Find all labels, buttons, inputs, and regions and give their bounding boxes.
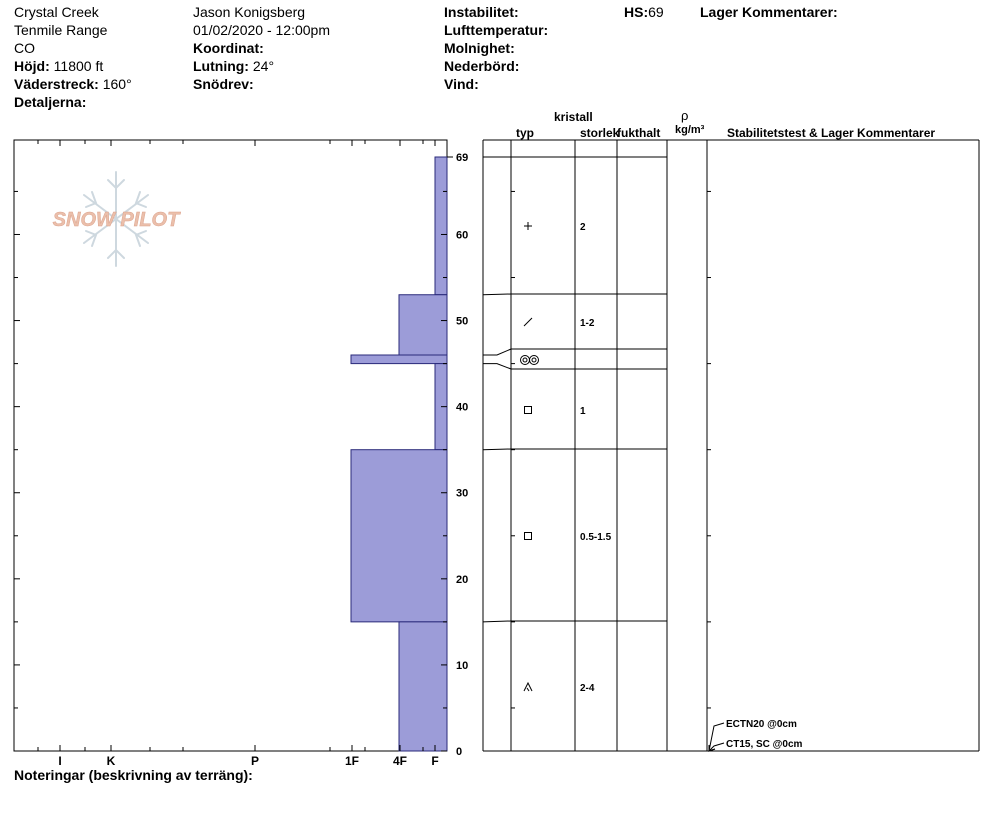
layer-comments-label: Lager Kommentarer: [700,4,838,20]
layer-row [524,222,586,233]
rho-header: ρ [681,108,689,123]
aspect-label: Väderstreck: [14,76,99,92]
grain-size: 1-2 [580,318,595,329]
wind-label: Vind: [444,76,479,92]
layer-connector [483,449,511,450]
elevation-value: 11800 ft [53,58,104,74]
size-header: storlek [580,126,620,140]
depth-tick-label: 60 [456,229,469,242]
stability-test-label: ECTN20 @0cm [726,719,797,730]
depth-tick-label: 50 [456,315,469,328]
rounded-grains-icon [530,356,539,365]
layer-row [525,532,612,543]
grain-size: 2-4 [580,683,595,694]
layer-connector [483,349,511,355]
stability-tests [709,719,803,751]
depth-hoar-icon [527,688,529,691]
hardness-tick-label: K [106,754,116,768]
hardness-bar [351,355,447,364]
faceted-icon [525,533,532,540]
hardness-bars [351,157,447,751]
range-name: Tenmile Range [14,22,108,38]
layer-connector [483,294,511,295]
cloud-label: Molnighet: [444,40,515,56]
slope-value: 24° [252,58,275,74]
decomposing-icon [524,318,532,326]
stability-test [709,739,803,751]
layer-connector [483,621,511,622]
precip-label: Nederbörd: [444,58,520,74]
moisture-header: fukthalt [617,126,661,140]
depth-tick-label: 0 [456,746,463,758]
hardness-panel [14,140,447,751]
layer-row [521,356,539,365]
hardness-tick-label: 4F [392,754,408,768]
depth-tick-label: 10 [456,659,469,672]
hardness-tick-label: 1F [344,754,360,768]
location-name: Crystal Creek [14,4,99,20]
type-header: typ [516,126,534,140]
observation-datetime: 01/02/2020 - 12:00pm [193,22,330,38]
state-name: CO [14,40,35,56]
crystal-header: kristall [554,110,593,124]
depth-tick-label: 30 [456,487,469,500]
hs-value: 69 [648,4,664,20]
layer-row [525,406,587,417]
hardness-bar [351,450,447,622]
layer-connector [483,364,511,369]
logo-text: SNOW PILOT [52,209,180,231]
stability-test-label: CT15, SC @0cm [726,739,803,750]
notes-label: Noteringar (beskrivning av terräng): [14,767,253,783]
hs-label: HS: [624,4,649,20]
hardness-bar [399,622,447,751]
rounded-grains-icon [521,356,530,365]
hardness-tick-label: I [58,754,62,768]
depth-tick-label: 69 [456,152,469,164]
rounded-grains-icon [532,358,536,362]
slope-label: Lutning: [193,58,249,74]
hardness-bar [399,295,447,355]
layer-row [524,683,595,694]
depth-tick-label: 20 [456,573,469,586]
coordinate-label: Koordinat: [193,40,264,56]
details-label: Detaljerna: [14,94,87,110]
depth-tick-label: 40 [456,401,469,414]
layer-rows [483,157,711,708]
grain-size: 2 [580,222,586,233]
layer-row [524,318,595,329]
rounded-grains-icon [523,358,527,362]
air-temp-label: Lufttemperatur: [444,22,549,38]
grain-size: 1 [580,406,586,417]
snow-pilot-logo [53,172,181,266]
hardness-bar [435,157,447,295]
elevation-label: Höjd: [14,58,50,74]
layer-table [483,140,979,751]
test-pointer [709,723,724,751]
hardness-tick-label: F [431,754,439,768]
snowdrift-label: Snödrev: [193,76,254,92]
observer-name: Jason Konigsberg [193,4,306,20]
hardness-tick-label: P [250,754,260,768]
density-unit-header: kg/m³ [675,124,705,136]
faceted-icon [525,407,532,414]
instability-label: Instabilitet: [444,4,519,20]
stability-comments-header: Stabilitetstest & Lager Kommentarer [727,126,936,140]
aspect-value: 160° [102,76,132,92]
grain-size: 0.5-1.5 [580,532,612,543]
